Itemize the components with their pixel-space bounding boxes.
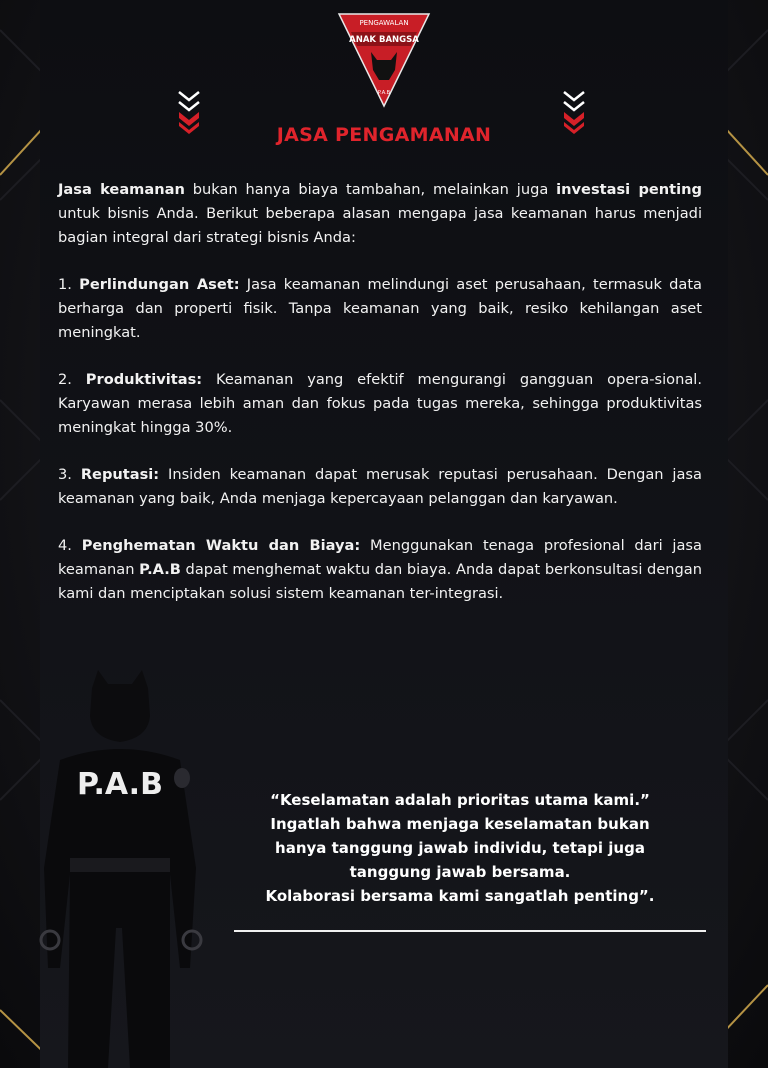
point-number: 3. [58,466,81,483]
point-heading: Produktivitas: [85,371,203,388]
point-1 [58,273,702,345]
security-guard-illustration [20,668,220,1068]
quote-line: tanggung jawab bersama. [349,863,571,881]
logo-main-text: ANAK BANGSA [349,35,419,45]
logo-bottom-text: P.A.B [377,90,391,96]
quote-line: hanya tanggung jawab individu, tetapi juga [275,839,645,857]
intro-paragraph [58,178,702,250]
point-number: 1. [58,276,80,293]
body-text [58,178,702,629]
logo-top-text: PENGAWALAN [359,19,409,27]
point-text: Keamanan yang efektif mengurangi gangguan opera-sional. Karyawan merasa lebih aman dan fokus pada tugas mereka, sehingga produktivitas meningkat hingga 30%. [58,371,702,436]
divider-line [234,930,706,932]
point-text: Jasa keamanan melindungi aset perusahaan, termasuk data berharga dan properti fisik. Tanpa keamanan yang baik, resiko kehilangan aset meningkat. [58,276,702,341]
intro-bold-1: Jasa keamanan [58,181,185,198]
point-3 [58,463,702,511]
point-text: Insiden keamanan dapat merusak reputasi perusahaan. Dengan jasa keamanan yang baik, Anda menjaga kepercayaan pelanggan dan karyawan. [58,466,702,507]
quote-line: Kolaborasi bersama kami sangatlah penting”. [265,887,655,905]
intro-text-2: untuk bisnis Anda. Berikut beberapa alasan mengapa jasa keamanan harus menjadi bagian integral dari strategi bisnis Anda: [58,205,702,246]
point-4 [58,534,702,606]
point-text: dapat menghemat waktu dan biaya. Anda dapat berkonsultasi dengan kami dan menciptakan solusi sistem keamanan ter-integrasi. [58,561,703,602]
intro-bold-2: investasi penting [556,181,703,198]
quote-line: “Keselamatan adalah prioritas utama kami.” [270,791,650,809]
point-heading: Perlindungan Aset: [79,276,240,293]
point-2 [58,368,702,440]
point-heading: Reputasi: [80,466,160,483]
quote-block [222,788,698,908]
quote-line: Ingatlah bahwa menjaga keselamatan bukan [270,815,650,833]
point-heading: Penghematan Waktu dan Biaya: [81,537,361,554]
point-bold-brand: P.A.B [139,561,181,578]
page-title: JASA PENGAMANAN [276,124,492,146]
guard-back-label: P.A.B [77,767,163,802]
point-text: Menggunakan tenaga profesional dari jasa keamanan [58,537,702,578]
pab-logo [337,8,431,108]
point-number: 2. [58,371,86,388]
point-number: 4. [58,537,82,554]
intro-text-1: bukan hanya biaya tambahan, melainkan juga [184,181,557,198]
